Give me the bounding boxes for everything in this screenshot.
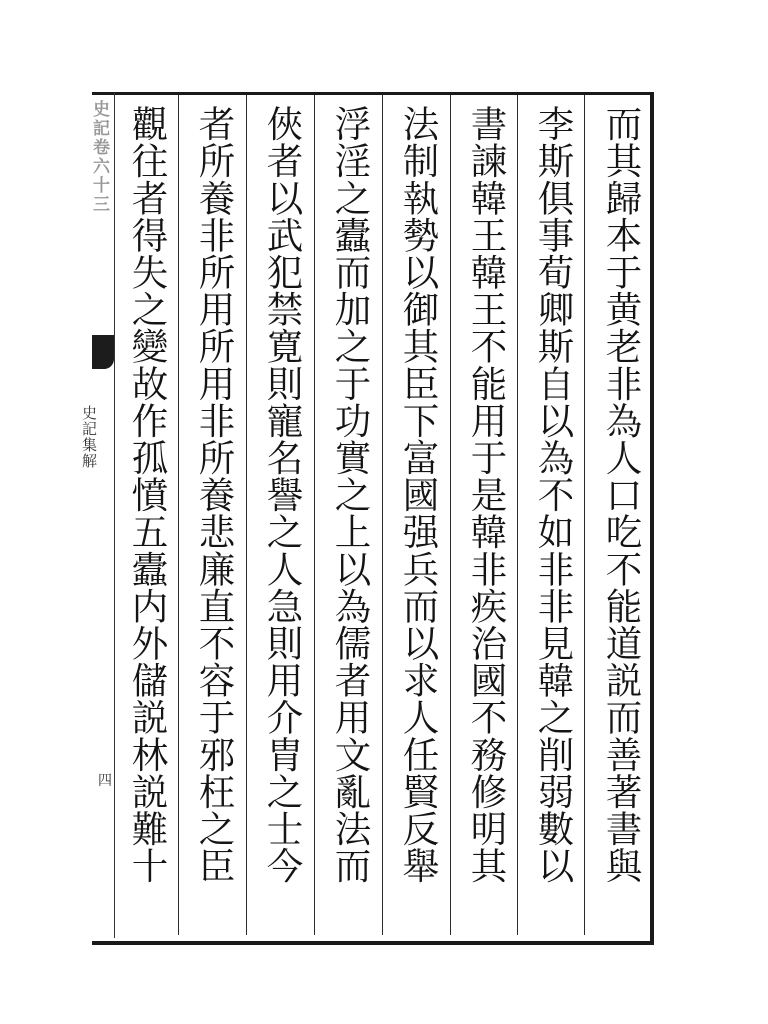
column-rule: [314, 95, 315, 935]
text-column-7: 者所養非所用所用非所養悲廉直不容于邪枉之臣: [193, 105, 236, 885]
text-column-1: 而其歸本于黄老非為人口吃不能道説而善著書與: [600, 105, 643, 885]
column-rule: [382, 95, 383, 935]
column-rule: [584, 95, 585, 935]
column-rule: [450, 95, 451, 935]
text-column-4: 法制執勢以御其臣下富國强兵而以求人任賢反舉: [397, 105, 440, 885]
fish-tail-mark: [92, 335, 114, 369]
page-number: 四: [98, 773, 112, 789]
column-rule: [178, 95, 179, 935]
text-column-5: 浮淫之蠹而加之于功實之上以為儒者用文亂法而: [329, 105, 372, 885]
column-rule: [246, 95, 247, 935]
text-column-6: 俠者以武犯禁寛則寵名譽之人急則用介胄之士今: [261, 105, 304, 885]
text-column-2: 李斯俱事荀卿斯自以為不如非非見韓之削弱數以: [532, 105, 575, 885]
column-rule: [517, 95, 518, 935]
text-column-3: 書諫韓王韓王不能用于是韓非疾治國不務修明其: [465, 105, 508, 885]
section-label: 史記集解: [80, 405, 98, 469]
gutter-title: 史記卷六十三: [89, 100, 109, 214]
text-column-8: 觀往者得失之變故作孤憤五蠹内外儲説林説難十: [126, 105, 169, 885]
